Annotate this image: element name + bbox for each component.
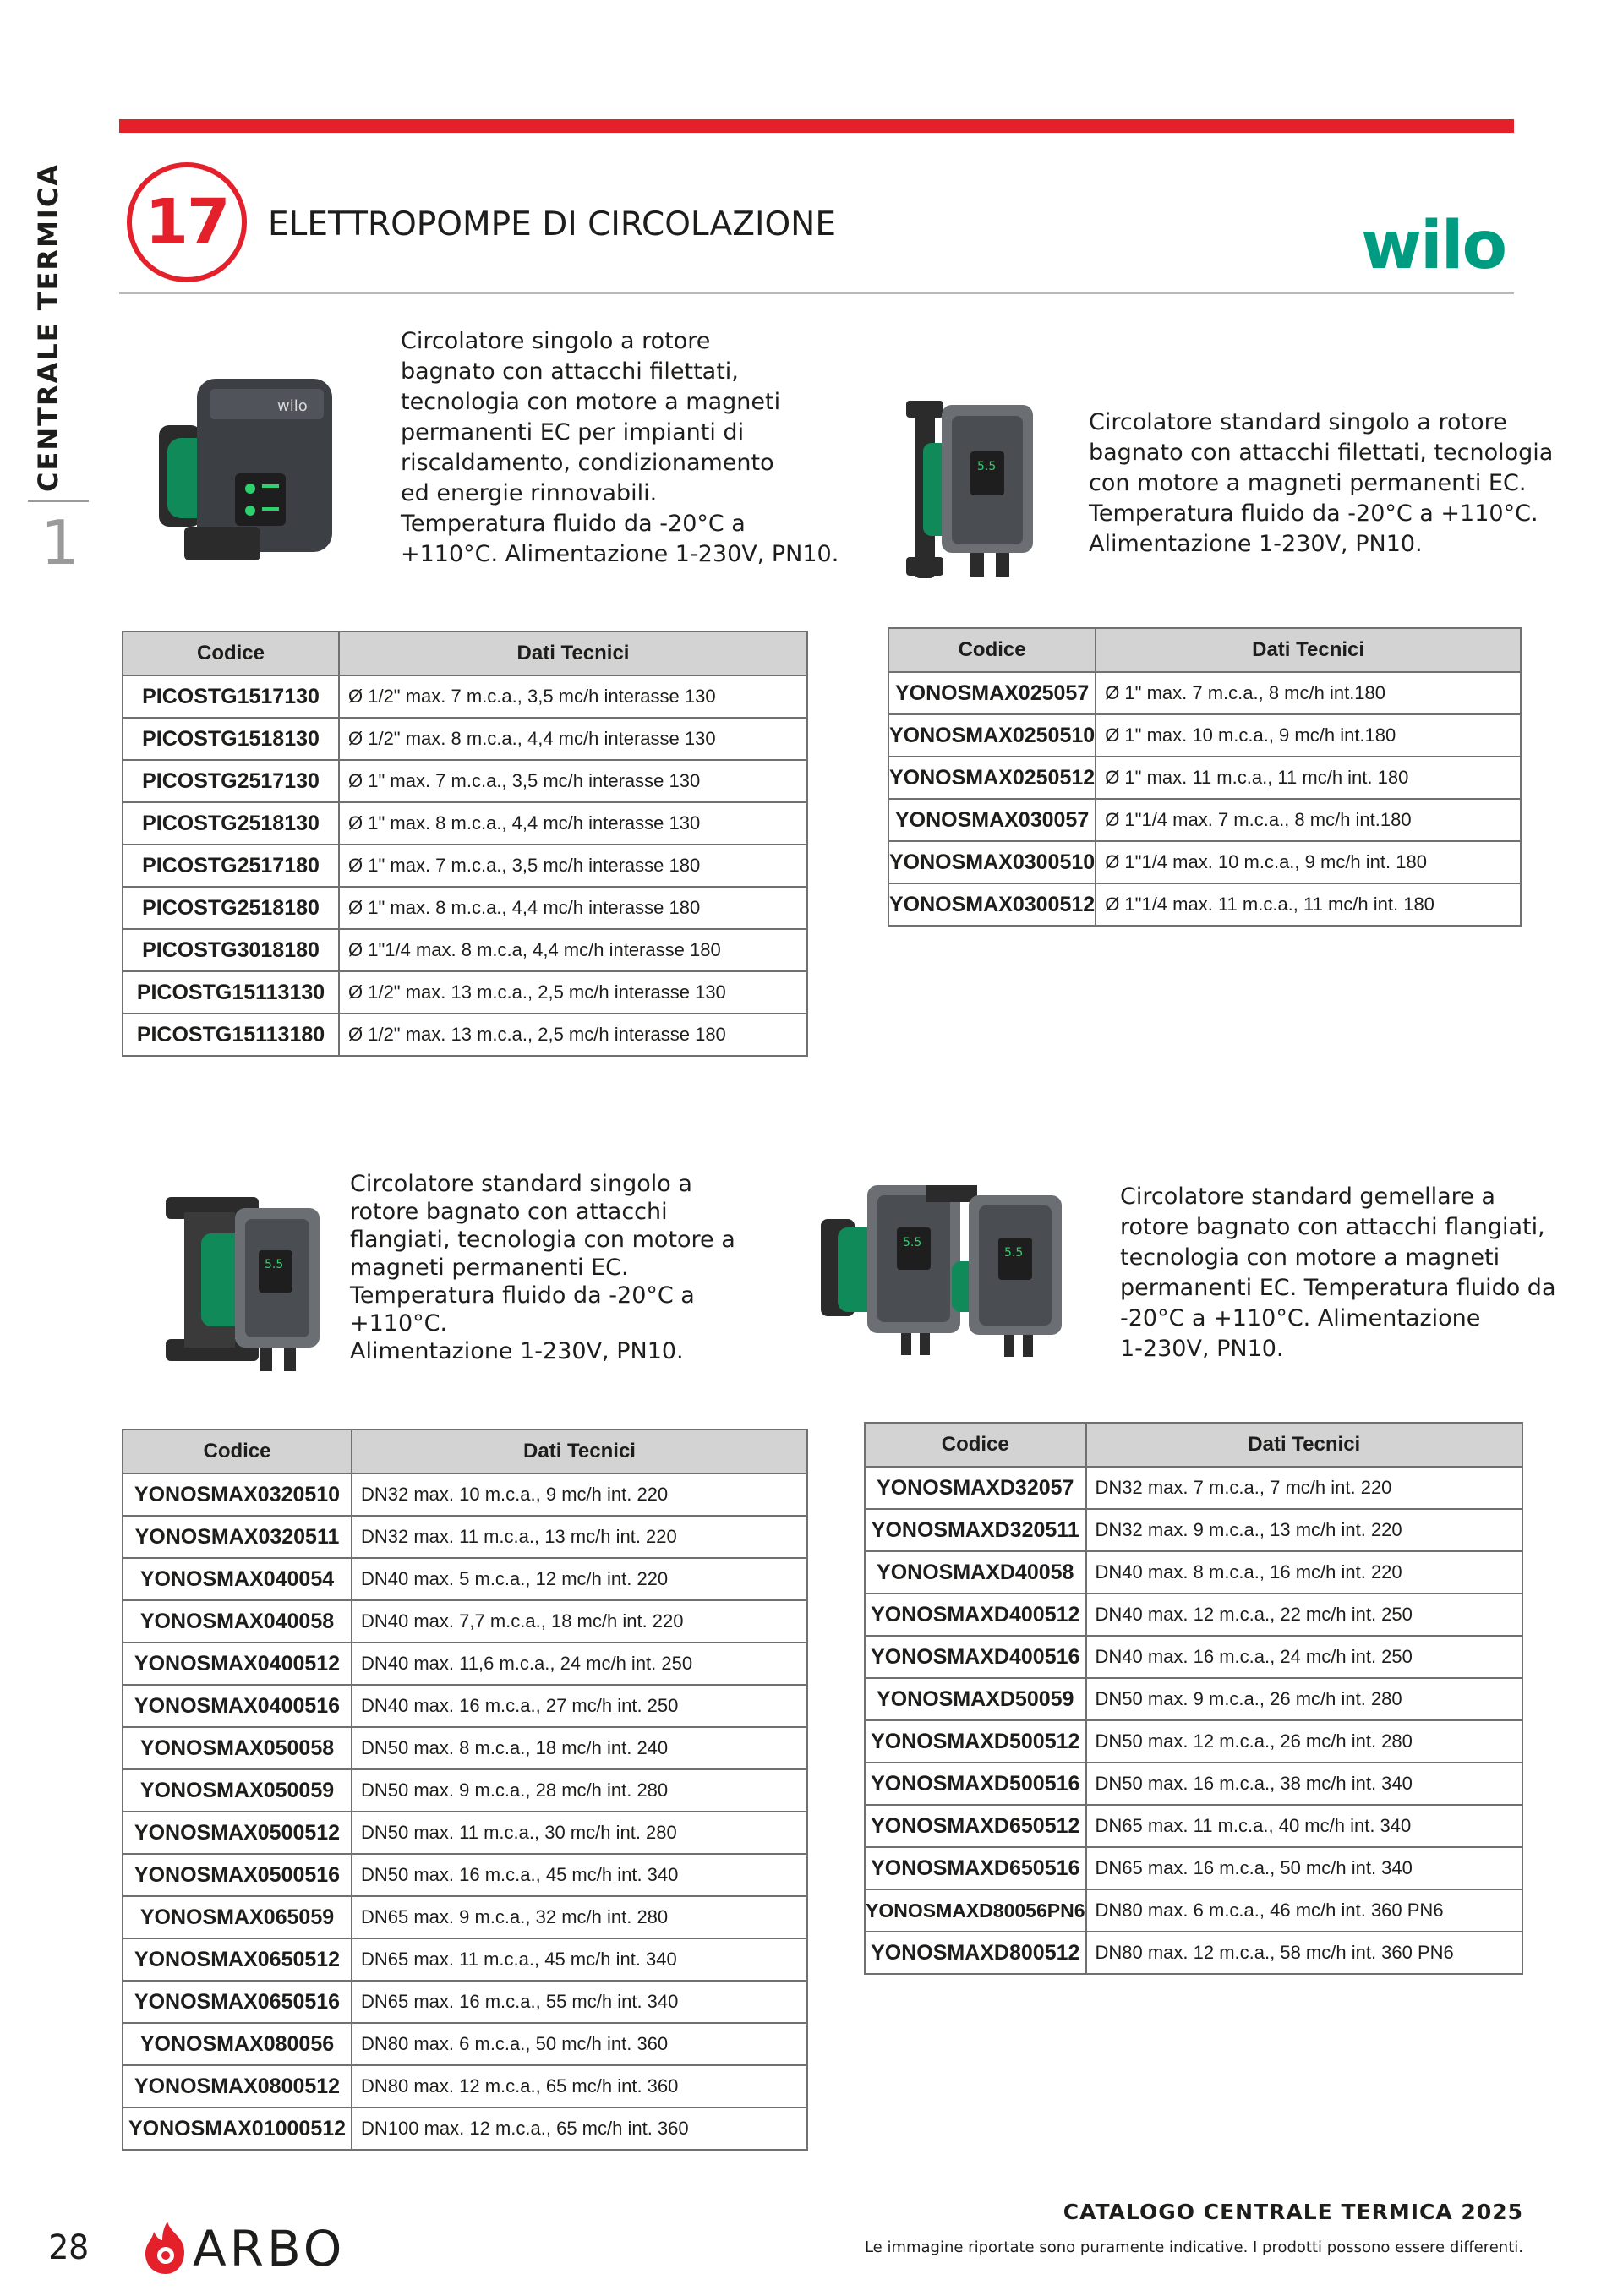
side-section-label <box>32 162 83 492</box>
product-code: YONOSMAX080056 <box>123 2023 352 2065</box>
table-row <box>123 1685 807 1727</box>
product-code: YONOSMAXD650512 <box>865 1805 1086 1847</box>
product-description-2: Circolatore standard singolo a rotore bagnato con attacchi filettati, tecnologia con motore a magneti permanenti EC. Temperatura fluido da -20°C a +110°C. Alimentazione 1-230V, PN10. <box>1089 409 1554 557</box>
product-code: YONOSMAXD500516 <box>865 1763 1086 1805</box>
product-code: YONOSMAXD650516 <box>865 1847 1086 1889</box>
product-code: PICOSTG15113180 <box>123 1014 339 1056</box>
technical-data: DN50 max. 9 m.c.a., 28 mc/h int. 280 <box>352 1769 807 1812</box>
technical-data: DN40 max. 8 m.c.a., 16 mc/h int. 220 <box>1086 1551 1523 1594</box>
wilo-logo-text: wilo <box>1361 208 1506 283</box>
technical-data: DN100 max. 12 m.c.a., 65 mc/h int. 360 <box>352 2107 807 2150</box>
table-row <box>123 2107 807 2150</box>
table-row <box>123 929 807 971</box>
disclaimer-note: Le immagine riportate sono puramente indicative. I prodotti possono essere differenti. <box>864 2239 1523 2256</box>
product-code: PICOSTG2517130 <box>123 760 339 802</box>
table-row <box>865 1847 1522 1889</box>
product-code: YONOSMAX01000512 <box>123 2107 352 2150</box>
technical-data: DN40 max. 16 m.c.a., 27 mc/h int. 250 <box>352 1685 807 1727</box>
table-header-code: Codice <box>865 1423 1086 1467</box>
technical-data: Ø 1/2" max. 7 m.c.a., 3,5 mc/h interasse 130 <box>339 675 807 718</box>
pump-image-yonosmax-threaded <box>889 392 1041 587</box>
technical-data: Ø 1" max. 7 m.c.a., 8 mc/h int.180 <box>1096 672 1521 714</box>
product-code: PICOSTG2518180 <box>123 887 339 929</box>
product-description-4: Circolatore standard gemellare a rotore bagnato con attacchi flangiati, tecnologia con motore a magneti permanenti EC. Temperatura fluido da -20°C a +110°C. Alimentazione 1-230V, PN10. <box>1120 1184 1556 1362</box>
side-divider <box>28 500 89 502</box>
product-description-1: Circolatore singolo a rotore bagnato con attacchi filettati, tecnologia con motore a magneti permanenti EC per impianti di riscaldamento, condizionamento ed energie rinnovabili. Temperatura fluido da -20°C a +110°C. Alimentazione 1-230V, PN10. <box>401 328 839 567</box>
product-code: YONOSMAX040058 <box>123 1600 352 1643</box>
product-code: PICOSTG2517180 <box>123 845 339 887</box>
table-row <box>123 1938 807 1981</box>
product-code: YONOSMAX0320511 <box>123 1516 352 1558</box>
side-section-number: 1 <box>41 507 79 578</box>
arbo-logo-text: ARBO <box>193 2220 346 2277</box>
product-code: YONOSMAX065059 <box>123 1896 352 1938</box>
technical-data: DN40 max. 16 m.c.a., 24 mc/h int. 250 <box>1086 1636 1523 1678</box>
product-code: YONOSMAX025057 <box>888 672 1096 714</box>
product-code: PICOSTG1518130 <box>123 718 339 760</box>
spec-table-3 <box>122 1429 808 2151</box>
table-row <box>865 1509 1522 1551</box>
product-code: YONOSMAX0250512 <box>888 757 1096 799</box>
table-header-code: Codice <box>123 631 339 675</box>
technical-data: DN50 max. 11 m.c.a., 30 mc/h int. 280 <box>352 1812 807 1854</box>
technical-data: DN65 max. 16 m.c.a., 50 mc/h int. 340 <box>1086 1847 1523 1889</box>
technical-data: DN80 max. 12 m.c.a., 65 mc/h int. 360 <box>352 2065 807 2107</box>
product-code: YONOSMAX050058 <box>123 1727 352 1769</box>
table-row <box>888 672 1521 714</box>
technical-data: Ø 1" max. 7 m.c.a., 3,5 mc/h interasse 180 <box>339 845 807 887</box>
product-code: PICOSTG15113130 <box>123 971 339 1014</box>
technical-data: DN65 max. 11 m.c.a., 45 mc/h int. 340 <box>352 1938 807 1981</box>
technical-data: Ø 1/2" max. 13 m.c.a., 2,5 mc/h interasse 130 <box>339 971 807 1014</box>
technical-data: DN50 max. 9 m.c.a., 26 mc/h int. 280 <box>1086 1678 1523 1720</box>
table-row <box>865 1551 1522 1594</box>
header-divider <box>119 292 1514 294</box>
table-header-data: Dati Tecnici <box>1086 1423 1523 1467</box>
section-number-badge: 17 <box>127 162 247 282</box>
product-code: YONOSMAXD40058 <box>865 1551 1086 1594</box>
table-header-code: Codice <box>888 628 1096 672</box>
product-code: YONOSMAX0300510 <box>888 841 1096 883</box>
page-number: 28 <box>48 2228 90 2267</box>
product-code: YONOSMAX0650512 <box>123 1938 352 1981</box>
product-code: YONOSMAX0250510 <box>888 714 1096 757</box>
svg-text:5.5: 5.5 <box>1004 1246 1024 1260</box>
technical-data: DN50 max. 12 m.c.a., 26 mc/h int. 280 <box>1086 1720 1523 1763</box>
table-row <box>123 1473 807 1516</box>
product-code: YONOSMAXD400516 <box>865 1636 1086 1678</box>
table-row <box>123 1600 807 1643</box>
technical-data: DN50 max. 16 m.c.a., 45 mc/h int. 340 <box>352 1854 807 1896</box>
product-code: YONOSMAX0320510 <box>123 1473 352 1516</box>
technical-data: Ø 1"1/4 max. 7 m.c.a., 8 mc/h int.180 <box>1096 799 1521 841</box>
product-code: YONOSMAX040054 <box>123 1558 352 1600</box>
svg-text:5.5: 5.5 <box>265 1258 284 1271</box>
table-row <box>123 1643 807 1685</box>
product-code: YONOSMAXD800512 <box>865 1932 1086 1974</box>
product-code: YONOSMAX0400512 <box>123 1643 352 1685</box>
technical-data: DN80 max. 12 m.c.a., 58 mc/h int. 360 PN6 <box>1086 1932 1523 1974</box>
technical-data: Ø 1" max. 10 m.c.a., 9 mc/h int.180 <box>1096 714 1521 757</box>
product-code: YONOSMAXD400512 <box>865 1594 1086 1636</box>
table-row <box>865 1467 1522 1509</box>
spec-table-1 <box>122 631 808 1057</box>
table-row <box>888 799 1521 841</box>
table-row <box>123 971 807 1014</box>
technical-data: Ø 1"1/4 max. 10 m.c.a., 9 mc/h int. 180 <box>1096 841 1521 883</box>
table-row <box>123 760 807 802</box>
technical-data: Ø 1/2" max. 13 m.c.a., 2,5 mc/h interasse 180 <box>339 1014 807 1056</box>
table-row <box>123 1769 807 1812</box>
table-row <box>123 1896 807 1938</box>
technical-data: DN32 max. 7 m.c.a., 7 mc/h int. 220 <box>1086 1467 1523 1509</box>
technical-data: Ø 1" max. 11 m.c.a., 11 mc/h int. 180 <box>1096 757 1521 799</box>
technical-data: DN50 max. 16 m.c.a., 38 mc/h int. 340 <box>1086 1763 1523 1805</box>
table-row <box>865 1594 1522 1636</box>
technical-data: DN80 max. 6 m.c.a., 46 mc/h int. 360 PN6 <box>1086 1889 1523 1932</box>
product-code: YONOSMAXD500512 <box>865 1720 1086 1763</box>
table-row <box>888 883 1521 926</box>
table-row <box>123 1727 807 1769</box>
table-row <box>865 1805 1522 1847</box>
product-code: YONOSMAX0650516 <box>123 1981 352 2023</box>
table-row <box>865 1763 1522 1805</box>
table-row <box>888 714 1521 757</box>
table-row <box>123 1812 807 1854</box>
arbo-logo <box>142 2217 362 2277</box>
svg-text:5.5: 5.5 <box>903 1236 922 1249</box>
technical-data: DN65 max. 9 m.c.a., 32 mc/h int. 280 <box>352 1896 807 1938</box>
technical-data: Ø 1" max. 7 m.c.a., 3,5 mc/h interasse 130 <box>339 760 807 802</box>
top-accent-bar <box>119 119 1514 133</box>
svg-text:wilo: wilo <box>277 397 308 415</box>
product-code: YONOSMAXD50059 <box>865 1678 1086 1720</box>
table-row <box>865 1636 1522 1678</box>
pump-image-yonosmax-twin <box>817 1177 1070 1358</box>
product-code: PICOSTG1517130 <box>123 675 339 718</box>
product-code: PICOSTG2518130 <box>123 802 339 845</box>
table-row <box>123 802 807 845</box>
table-row <box>123 1981 807 2023</box>
product-code: YONOSMAXD320511 <box>865 1509 1086 1551</box>
svg-text:5.5: 5.5 <box>977 460 997 473</box>
page-title: ELETTROPOMPE DI CIRCOLAZIONE <box>268 205 836 243</box>
table-header-data: Dati Tecnici <box>352 1430 807 1473</box>
product-code: YONOSMAX050059 <box>123 1769 352 1812</box>
product-code: YONOSMAX0300512 <box>888 883 1096 926</box>
table-row <box>123 1516 807 1558</box>
table-row <box>865 1678 1522 1720</box>
catalog-title: CATALOGO CENTRALE TERMICA 2025 <box>1063 2200 1523 2224</box>
product-code: YONOSMAX0500512 <box>123 1812 352 1854</box>
technical-data: DN40 max. 11,6 m.c.a., 24 mc/h int. 250 <box>352 1643 807 1685</box>
technical-data: Ø 1" max. 8 m.c.a., 4,4 mc/h interasse 130 <box>339 802 807 845</box>
technical-data: DN65 max. 11 m.c.a., 40 mc/h int. 340 <box>1086 1805 1523 1847</box>
product-code: YONOSMAX0800512 <box>123 2065 352 2107</box>
technical-data: DN40 max. 7,7 m.c.a., 18 mc/h int. 220 <box>352 1600 807 1643</box>
technical-data: DN32 max. 11 m.c.a., 13 mc/h int. 220 <box>352 1516 807 1558</box>
side-section-text: CENTRALE TERMICA <box>32 162 64 492</box>
technical-data: DN65 max. 16 m.c.a., 55 mc/h int. 340 <box>352 1981 807 2023</box>
table-row <box>865 1720 1522 1763</box>
product-code: YONOSMAX0500516 <box>123 1854 352 1896</box>
product-code: PICOSTG3018180 <box>123 929 339 971</box>
technical-data: DN40 max. 12 m.c.a., 22 mc/h int. 250 <box>1086 1594 1523 1636</box>
technical-data: Ø 1"1/4 max. 8 m.c.a, 4,4 mc/h interasse 180 <box>339 929 807 971</box>
product-description-3: Circolatore standard singolo a rotore bagnato con attacchi flangiati, tecnologia con motore a magneti permanenti EC. Temperatura fluido da -20°C a +110°C. Alimentazione 1-230V, PN10. <box>350 1171 735 1364</box>
table-row <box>865 1932 1522 1974</box>
table-row <box>123 845 807 887</box>
technical-data: DN32 max. 10 m.c.a., 9 mc/h int. 220 <box>352 1473 807 1516</box>
table-row <box>888 841 1521 883</box>
product-code: YONOSMAXD80056PN6 <box>865 1889 1086 1932</box>
technical-data: Ø 1" max. 8 m.c.a., 4,4 mc/h interasse 180 <box>339 887 807 929</box>
table-row <box>123 887 807 929</box>
product-code: YONOSMAXD32057 <box>865 1467 1086 1509</box>
table-row <box>123 1854 807 1896</box>
technical-data: DN80 max. 6 m.c.a., 50 mc/h int. 360 <box>352 2023 807 2065</box>
pump-image-yonosmax-flanged <box>159 1187 328 1377</box>
table-row <box>123 2065 807 2107</box>
table-row <box>123 2023 807 2065</box>
table-row <box>123 1014 807 1056</box>
table-row <box>123 675 807 718</box>
product-code: YONOSMAX0400516 <box>123 1685 352 1727</box>
pump-image-picostg <box>150 362 353 573</box>
table-row <box>123 718 807 760</box>
spec-table-2 <box>888 627 1522 927</box>
table-header-data: Dati Tecnici <box>1096 628 1521 672</box>
technical-data: Ø 1"1/4 max. 11 m.c.a., 11 mc/h int. 180 <box>1096 883 1521 926</box>
table-row <box>865 1889 1522 1932</box>
spec-table-4 <box>864 1422 1523 1975</box>
table-header-data: Dati Tecnici <box>339 631 807 675</box>
table-row <box>888 757 1521 799</box>
technical-data: Ø 1/2" max. 8 m.c.a., 4,4 mc/h interasse 130 <box>339 718 807 760</box>
table-row <box>123 1558 807 1600</box>
product-code: YONOSMAX030057 <box>888 799 1096 841</box>
technical-data: DN50 max. 8 m.c.a., 18 mc/h int. 240 <box>352 1727 807 1769</box>
table-header-code: Codice <box>123 1430 352 1473</box>
technical-data: DN40 max. 5 m.c.a., 12 mc/h int. 220 <box>352 1558 807 1600</box>
technical-data: DN32 max. 9 m.c.a., 13 mc/h int. 220 <box>1086 1509 1523 1551</box>
wilo-logo <box>1359 207 1520 283</box>
